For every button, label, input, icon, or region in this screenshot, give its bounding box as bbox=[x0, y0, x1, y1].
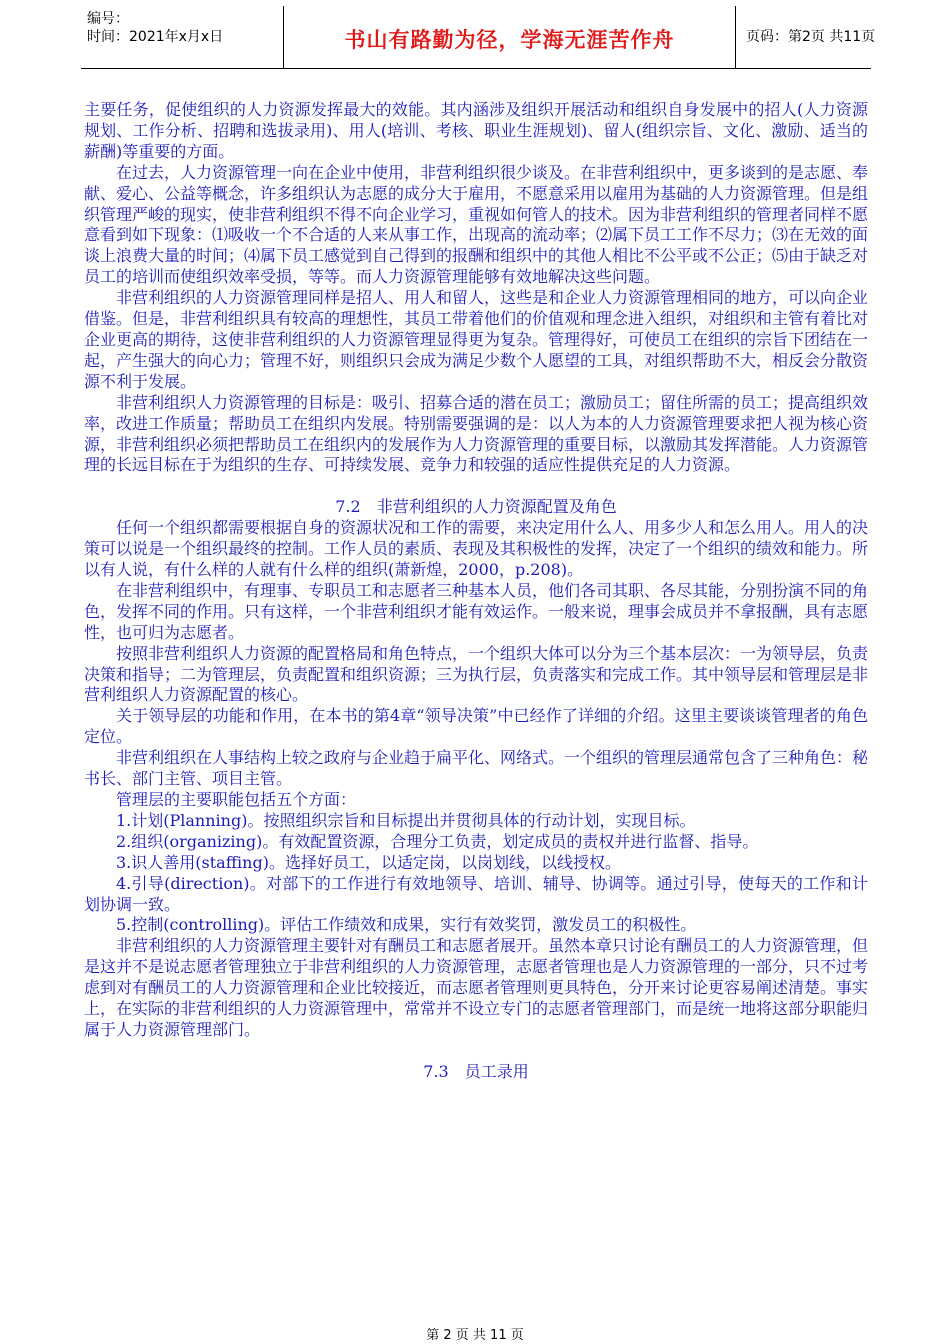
section-heading-7-3: 7.3 员工录用 bbox=[423, 1061, 529, 1081]
header-motto: 书山有路勤为径，学海无涯苦作舟 bbox=[344, 28, 675, 52]
list-item: 1.计划(Planning)。按照组织宗旨和目标提出并贯彻具体的行动计划，实现目标。 bbox=[116, 810, 696, 830]
paragraph: 非营利组织人力资源管理的目标是：吸引、招募合适的潜在员工；激励员工；留住所需的员工；提高组织效率，改进工作质量；帮助员工在组织内发展。特别需要强调的是：以人为本的人力资源管理要求把人视为核心资源，非营利组织必须把帮助员工在组织内的发展作为人力资源管理的重要目标，以激励其发挥潜能。人力资源管理的长远目标在于为组织的生存、可持续发展、竞争力和较强的适应性提供充足的人力资源。 bbox=[84, 392, 869, 475]
header-time-label: 时间：2021年x月x日 bbox=[87, 29, 224, 45]
page-footer: 第 2 页 共 11 页 bbox=[426, 1328, 524, 1343]
paragraph: 主要任务，促使组织的人力资源发挥最大的效能。其内涵涉及组织开展活动和组织自身发展中的招人(人力资源规划、工作分析、招聘和选拔录用)、用人(培训、考核、职业生涯规划)、留人(组织宗旨、文化、激励、适当的薪酬)等重要的方面。 bbox=[84, 100, 868, 161]
document-body bbox=[84, 100, 868, 1083]
list-item: 5.控制(controlling)。评估工作绩效和成果，实行有效奖罚，激发员工的积极性。 bbox=[116, 915, 697, 935]
paragraph: 关于领导层的功能和作用，在本书的第4章“领导决策”中已经作了详细的介绍。这里主要谈谈管理者的角色定位。 bbox=[84, 706, 868, 747]
paragraph: 非营利组织的人力资源管理同样是招人、用人和留人，这些是和企业人力资源管理相同的地方，可以向企业借鉴。但是，非营利组织具有较高的理想性，其员工带着他们的价值观和理念进入组织，对组织和主管有着比对企业更高的期待，这使非营利组织的人力资源管理显得更为复杂。管理得好，可使员工在组织的宗旨下团结在一起，产生强大的向心力；管理不好，则组织只会成为满足少数个人愿望的工具，对组织帮助不大，相反会分散资源不利于发展。 bbox=[84, 288, 869, 391]
header-page-cell bbox=[736, 6, 876, 68]
paragraph: 任何一个组织都需要根据自身的资源状况和工作的需要，来决定用什么人、用多少人和怎么用人。用人的决策可以说是一个组织最终的控制。工作人员的素质、表现及其积极性的发挥，决定了一个组织的绩效和能力。所以有人说，有什么样的人就有什么样的组织(萧新煌，2000，p.208)。 bbox=[84, 518, 869, 580]
header-info-cell bbox=[81, 6, 284, 68]
paragraph: 按照非营利组织人力资源的配置格局和角色特点，一个组织大体可以分为三个基本层次：一为领导层，负责决策和指导；二为管理层，负责配置和组织资源；三为执行层，负责落实和完成工作。其中领导层和管理层是非营利组织人力资源配置的核心。 bbox=[84, 643, 869, 705]
paragraph: 在非营利组织中，有理事、专职员工和志愿者三种基本人员，他们各司其职、各尽其能，分别扮演不同的角色，发挥不同的作用。只有这样，一个非营利组织才能有效运作。一般来说，理事会成员并不拿报酬，具有志愿性，也可归为志愿者。 bbox=[84, 580, 869, 642]
paragraph: 管理层的主要职能包括五个方面： bbox=[116, 790, 357, 809]
page-header bbox=[81, 6, 876, 69]
paragraph: 非营利组织的人力资源管理主要针对有酬员工和志愿者展开。虽然本章只讨论有酬员工的人力资源管理，但是这并不是说志愿者管理独立于非营利组织的人力资源管理，志愿者管理也是人力资源管理的一部分，只不过考虑到对有酬员工的人力资源管理和企业比较接近，而志愿者管理则更具特色，分开来讨论更容易阐述清楚。事实上，在实际的非营利组织的人力资源管理中，常常并不设立专门的志愿者管理部门，而是统一地将这部分职能归属于人力资源管理部门。 bbox=[84, 936, 869, 1039]
header-page-code: 页码：第2页 共11页 bbox=[746, 29, 876, 45]
section-heading-7-2: 7.2 非营利组织的人力资源配置及角色 bbox=[335, 497, 617, 517]
header-motto-cell bbox=[284, 6, 736, 68]
header-number-label: 编号： bbox=[87, 11, 129, 27]
paragraph: 非营利组织在人事结构上较之政府与企业趋于扁平化、网络式。一个组织的管理层通常包含了三种角色：秘书长、部门主管、项目主管。 bbox=[84, 748, 869, 789]
paragraph: 在过去，人力资源管理一向在企业中使用，非营利组织很少谈及。在非营利组织中，更多谈到的是志愿、奉献、爱心、公益等概念，许多组织认为志愿的成分大于雇用，不愿意采用以雇用为基础的人力资源管理。但是组织管理严峻的现实，使非营利组织不得不向企业学习，重视如何管人的技术。因为非营利组织的管理者同样不愿意看到如下现象：⑴吸收一个不合适的人来从事工作，出现高的流动率；⑵属下员工工作不尽力；⑶在无效的面谈上浪费大量的时间；⑷属下员工感觉到自己得到的报酬和组织中的其他人相比不公平或不公正；⑸由于缺乏对员工的培训而使组织效率受损，等等。而人力资源管理能够有效地解决这些问题。 bbox=[84, 162, 869, 287]
list-item: 3.识人善用(staffing)。选择好员工，以适定岗，以岗划线，以线授权。 bbox=[116, 852, 621, 872]
list-item: 4.引导(direction)。对部下的工作进行有效地领导、培训、辅导、协调等。通过引导，使每天的工作和计划协调一致。 bbox=[84, 873, 868, 914]
list-item: 2.组织(organizing)。有效配置资源，合理分工负责，划定成员的责权并进行监督、指导。 bbox=[116, 831, 759, 851]
